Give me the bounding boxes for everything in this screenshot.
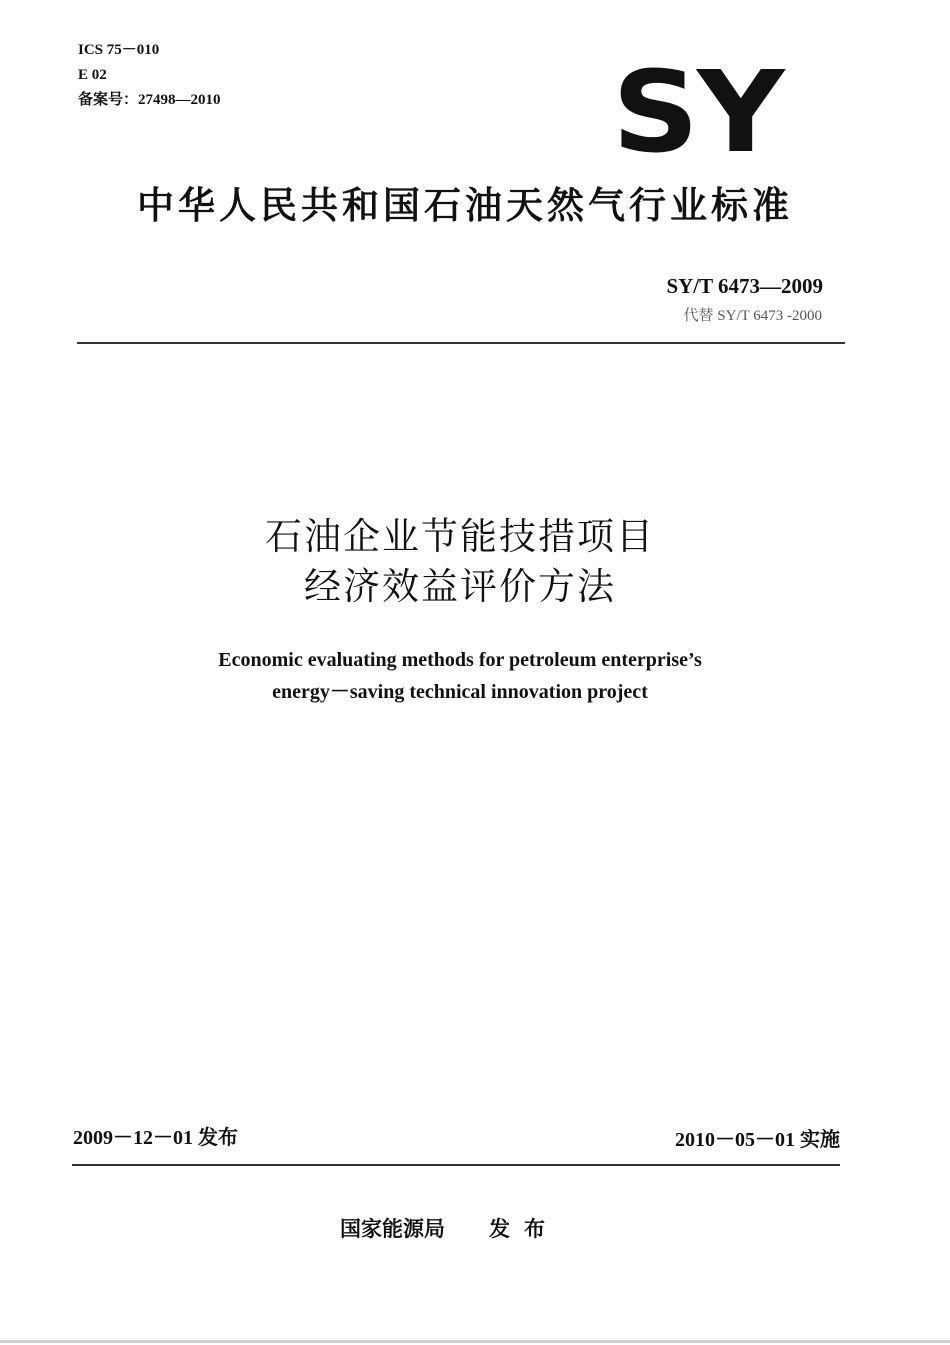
chinese-title-line-2: 经济效益评价方法 [304,565,616,608]
bottom-divider [72,1164,840,1166]
chinese-title [180,512,740,612]
category-code: E 02 [78,67,107,83]
english-title-line-2: energy－saving technical innovation project [272,681,648,703]
standard-title: 中华人民共和国石油天然气行业标准 [137,184,793,227]
standard-code: SY/T 6473—2009 [666,274,823,298]
issuer-verb: 发布 [489,1217,559,1241]
page-bottom-edge [0,1340,950,1343]
top-divider [77,342,845,344]
filing-number: 备案号：27498—2010 [78,92,221,108]
ics-code: ICS 75－010 [78,42,160,58]
english-title-line-1: Economic evaluating methods for petroleum enterprise’s [218,649,702,671]
issue-date: 2009－12－01 发布 [73,1127,238,1149]
english-title [120,644,800,708]
header-meta [78,38,221,113]
issuer [340,1213,559,1245]
issuer-name: 国家能源局 [340,1217,445,1241]
replaces-note: 代替 SY/T 6473 -2000 [683,308,822,324]
implementation-date: 2010－05－01 实施 [675,1129,840,1151]
sy-logo: SY [612,48,783,178]
chinese-title-line-1: 石油企业节能技措项目 [265,515,655,558]
